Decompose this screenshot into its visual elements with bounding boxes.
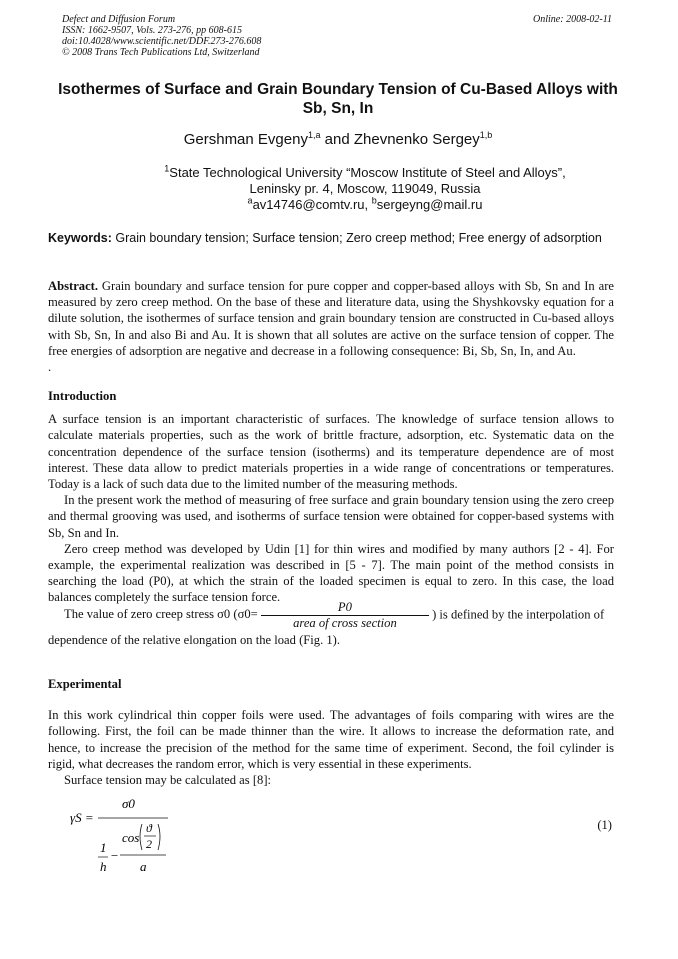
stress-fraction [261, 600, 429, 631]
formula-text-end: ) is defined by the interpolation of [432, 607, 605, 622]
eq-a: a [140, 859, 147, 874]
introduction-heading: Introduction [48, 389, 117, 403]
intro-paragraph-3: Zero creep method was developed by Udin [1] for thin wires and modified by many authors [2 - 4]. For example, the experimental realization was described in [5 - 7]. The main point of the method consists in searching the load (P0), at which the strain of the loaded specimen is equal to zero. In this case, the load balances completely the surface tension force. [48, 541, 614, 605]
introduction-section [48, 388, 614, 606]
experimental-paragraph-2: Surface tension may be calculated as [8]: [64, 773, 272, 788]
eq-theta: ϑ [146, 821, 152, 835]
formula-text-start: The value of zero creep stress σ0 (σ0= [64, 607, 258, 622]
eq-numerator: σ0 [122, 798, 135, 811]
eq-cos: cos [122, 830, 140, 845]
affiliation-line-1: State Technological University “Moscow Institute of Steel and Alloys”, [169, 165, 566, 180]
experimental-paragraph-1: In this work cylindrical thin copper foils were used. The advantages of foils comparing with wires are the following. First, the foil can be made thinner than the wire. It allows to increase the deformation rate, and hence, to increase the precision of the method for the same time of experiment. Second, the foil cylinder is rigid, what decreases the random error, which is very essential in these experiments. [48, 708, 614, 771]
intro-paragraph-5: dependence of the relative elongation on the load (Fig. 1). [48, 633, 341, 647]
journal-header [62, 14, 261, 58]
stress-fraction-denominator: area of cross section [261, 615, 429, 631]
stress-fraction-numerator: P0 [337, 600, 352, 614]
abstract-label: Abstract. [48, 279, 99, 293]
eq-two: 2 [146, 837, 152, 851]
intro-paragraph-2: In the present work the method of measuring of free surface and grain boundary tension using the zero creep and thermal grooving was used, and isotherms of surface tension were obtained for copper-based systems with Sb, Sn and In. [48, 493, 614, 540]
eq-lhs: γS = [70, 810, 94, 825]
author-line [48, 131, 628, 149]
journal-name: Defect and Diffusion Forum [62, 14, 176, 25]
online-date: Online: 2008-02-11 [533, 14, 612, 25]
affiliation-sup: 1 [164, 163, 170, 174]
eq-minus: − [110, 848, 119, 863]
affiliation [130, 165, 600, 213]
paper-title: Isothermes of Surface and Grain Boundary Tension of Cu-Based Alloys with Sb, Sn, In [58, 81, 618, 117]
affiliation-line-2: Leninsky pr. 4, Moscow, 119049, Russia [249, 181, 481, 196]
eq-right-paren [158, 824, 160, 850]
issn-line: ISSN: 1662-9507, Vols. 273-276, pp 608-615 [62, 25, 242, 36]
author-2-sup: 1,b [479, 130, 493, 140]
author-and: and [320, 131, 354, 148]
intro-paragraph-1: A surface tension is an important characteristic of surfaces. The knowledge of surface tension allows to calculate materials properties, such as the work of brittle fracture, adsorption, etc. Systematic data on the concentration dependence of the surface tension (isotherms) and its temperature dependence are of most interest. These data allow to predict materials properties in a wide range of concentrations or temperatures. Today is a lack of such data due to the limited number of the measuring methods. [48, 412, 614, 492]
email-b-sup: b [371, 195, 377, 206]
email-a[interactable]: av14746@comtv.ru, [252, 197, 372, 212]
eq-left-paren [140, 824, 142, 850]
email-a-sup: a [247, 195, 253, 206]
keywords-label: Keywords: [48, 231, 112, 245]
abstract-dot: . [48, 360, 52, 375]
doi-line: doi:10.4028/www.scientific.net/DDF.273-276.608 [62, 36, 262, 47]
copyright-line: © 2008 Trans Tech Publications Ltd, Switzerland [62, 47, 260, 58]
author-1: Gershman Evgeny [183, 131, 308, 148]
equation-number: (1) [597, 818, 612, 832]
author-2: Zhevnenko Sergey [353, 131, 480, 148]
zero-creep-stress-line [48, 600, 614, 648]
keywords-text: Grain boundary tension; Surface tension; Zero creep method; Free energy of adsorption [111, 231, 602, 245]
keywords [48, 231, 614, 246]
experimental-section [48, 676, 614, 788]
surface-tension-equation [70, 798, 200, 878]
experimental-heading: Experimental [48, 677, 122, 691]
eq-h: h [100, 859, 107, 874]
abstract [48, 278, 614, 375]
eq-one: 1 [100, 840, 107, 855]
abstract-text: Grain boundary and surface tension for pure copper and copper-based alloys with Sb, Sn and In are measured by zero creep method. On the base of these and literature data, using the Shyshkovsky equation for a dilute solution, the isothermes of surface tension and grain boundary tension are constructed in Cu-based alloys with Sb, Sn, In and also Bi and Au. It is shown that all solutes are active on the surface tension of copper. The free energies of adsorption are negative and decrease in a following consequence: Bi, Sb, Sn, In, and Au. [48, 279, 614, 358]
email-b[interactable]: sergeyng@mail.ru [376, 197, 483, 212]
author-1-sup: 1,a [307, 130, 321, 140]
